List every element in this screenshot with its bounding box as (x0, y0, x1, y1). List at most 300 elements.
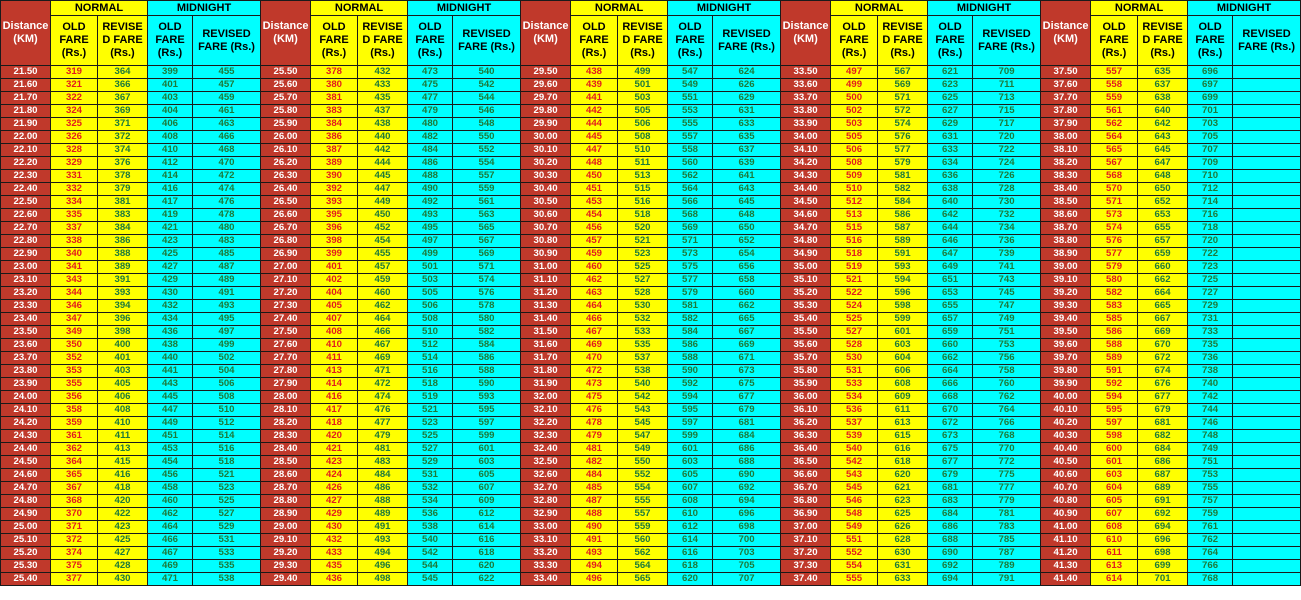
old-fare-normal-header: OLD FARE (Rs.) (831, 16, 878, 66)
distance-cell: 25.00 (1, 521, 51, 534)
old-fare-normal-cell: 420 (311, 430, 358, 443)
old-fare-normal-cell: 490 (571, 521, 618, 534)
distance-cell: 33.80 (781, 105, 831, 118)
distance-cell: 37.70 (1041, 92, 1091, 105)
revised-fare-normal-cell: 577 (878, 144, 928, 157)
revised-fare-midnight-cell: 766 (973, 417, 1041, 430)
revised-fare-normal-cell: 469 (358, 352, 408, 365)
revised-fare-normal-cell: 483 (358, 456, 408, 469)
old-fare-midnight-cell: 696 (1188, 66, 1233, 79)
revised-fare-normal-cell: 621 (878, 482, 928, 495)
revised-fare-midnight-cell (1233, 521, 1301, 534)
old-fare-normal-cell: 362 (51, 443, 98, 456)
distance-cell: 32.00 (521, 391, 571, 404)
old-fare-midnight-cell: 523 (408, 417, 453, 430)
revised-fare-midnight-cell: 768 (973, 430, 1041, 443)
old-fare-normal-cell: 418 (311, 417, 358, 430)
revised-fare-normal-cell: 687 (1138, 469, 1188, 482)
revised-fare-normal-cell: 493 (358, 534, 408, 547)
revised-fare-midnight-cell: 730 (973, 196, 1041, 209)
old-fare-midnight-cell: 488 (408, 170, 453, 183)
distance-cell: 24.40 (1, 443, 51, 456)
old-fare-normal-cell: 448 (571, 157, 618, 170)
old-fare-midnight-cell: 477 (408, 92, 453, 105)
revised-fare-normal-cell: 378 (98, 170, 148, 183)
old-fare-normal-cell: 536 (831, 404, 878, 417)
revised-fare-normal-cell: 587 (878, 222, 928, 235)
old-fare-normal-header: OLD FARE (Rs.) (311, 16, 358, 66)
table-row (1, 66, 1301, 79)
distance-cell: 39.50 (1041, 326, 1091, 339)
revised-fare-midnight-cell: 571 (453, 261, 521, 274)
revised-fare-midnight-cell: 694 (713, 495, 781, 508)
revised-fare-normal-cell: 665 (1138, 300, 1188, 313)
old-fare-normal-cell: 519 (831, 261, 878, 274)
distance-cell: 28.00 (261, 391, 311, 404)
revised-fare-midnight-cell (1233, 482, 1301, 495)
revised-fare-normal-cell: 430 (98, 573, 148, 586)
old-fare-midnight-cell: 521 (408, 404, 453, 417)
distance-cell: 22.10 (1, 144, 51, 157)
distance-cell: 36.50 (781, 456, 831, 469)
old-fare-normal-cell: 479 (571, 430, 618, 443)
distance-cell: 21.70 (1, 92, 51, 105)
distance-cell: 35.10 (781, 274, 831, 287)
revised-fare-normal-cell: 593 (878, 261, 928, 274)
revised-fare-midnight-cell: 684 (713, 430, 781, 443)
revised-fare-midnight-cell: 563 (453, 209, 521, 222)
distance-cell: 37.60 (1041, 79, 1091, 92)
revised-fare-normal-cell: 601 (878, 326, 928, 339)
distance-cell: 35.40 (781, 313, 831, 326)
revised-fare-normal-cell: 422 (98, 508, 148, 521)
revised-fare-normal-cell: 554 (618, 482, 668, 495)
revised-fare-normal-cell: 581 (878, 170, 928, 183)
revised-fare-normal-cell: 574 (878, 118, 928, 131)
distance-cell: 27.50 (261, 326, 311, 339)
old-fare-normal-cell: 453 (571, 196, 618, 209)
old-fare-normal-cell: 571 (1091, 196, 1138, 209)
old-fare-normal-cell: 421 (311, 443, 358, 456)
old-fare-midnight-cell: 518 (408, 378, 453, 391)
revised-fare-midnight-cell: 624 (713, 66, 781, 79)
revised-fare-midnight-cell: 535 (193, 560, 261, 573)
old-fare-normal-cell: 497 (831, 66, 878, 79)
revised-fare-normal-cell: 672 (1138, 352, 1188, 365)
old-fare-midnight-cell: 677 (928, 456, 973, 469)
revised-fare-midnight-cell: 660 (713, 287, 781, 300)
revised-fare-midnight-header: REVISED FARE (Rs.) (1233, 16, 1301, 66)
revised-fare-midnight-cell (1233, 209, 1301, 222)
old-fare-midnight-cell: 712 (1188, 183, 1233, 196)
revised-fare-midnight-cell: 548 (453, 118, 521, 131)
old-fare-normal-cell: 594 (1091, 391, 1138, 404)
old-fare-midnight-cell: 566 (668, 196, 713, 209)
revised-fare-midnight-cell: 637 (713, 144, 781, 157)
distance-cell: 34.90 (781, 248, 831, 261)
table-row (1, 287, 1301, 300)
revised-fare-midnight-cell: 772 (973, 456, 1041, 469)
revised-fare-midnight-cell: 631 (713, 105, 781, 118)
revised-fare-normal-cell: 444 (358, 157, 408, 170)
revised-fare-normal-cell: 542 (618, 391, 668, 404)
old-fare-midnight-cell: 594 (668, 391, 713, 404)
old-fare-normal-cell: 361 (51, 430, 98, 443)
revised-fare-midnight-cell: 675 (713, 378, 781, 391)
old-fare-normal-cell: 454 (571, 209, 618, 222)
old-fare-midnight-cell: 727 (1188, 287, 1233, 300)
old-fare-midnight-cell: 714 (1188, 196, 1233, 209)
old-fare-normal-cell: 611 (1091, 547, 1138, 560)
revised-fare-normal-cell: 628 (878, 534, 928, 547)
old-fare-midnight-cell: 416 (148, 183, 193, 196)
old-fare-normal-cell: 399 (311, 248, 358, 261)
table-row (1, 573, 1301, 586)
revised-fare-normal-cell: 494 (358, 547, 408, 560)
revised-fare-midnight-cell (1233, 417, 1301, 430)
revised-fare-midnight-cell: 732 (973, 209, 1041, 222)
table-row (1, 482, 1301, 495)
distance-cell: 35.60 (781, 339, 831, 352)
normal-header: NORMAL (831, 1, 928, 16)
distance-cell: 22.20 (1, 157, 51, 170)
old-fare-normal-cell: 484 (571, 469, 618, 482)
revised-fare-midnight-cell: 499 (193, 339, 261, 352)
distance-cell: 24.90 (1, 508, 51, 521)
distance-cell: 41.40 (1041, 573, 1091, 586)
revised-fare-midnight-cell (1233, 66, 1301, 79)
revised-fare-normal-cell: 379 (98, 183, 148, 196)
revised-fare-normal-cell: 454 (358, 235, 408, 248)
revised-fare-midnight-cell: 724 (973, 157, 1041, 170)
table-row (1, 274, 1301, 287)
revised-fare-midnight-cell: 586 (453, 352, 521, 365)
old-fare-midnight-cell: 621 (928, 66, 973, 79)
distance-cell: 25.20 (1, 547, 51, 560)
distance-cell: 27.30 (261, 300, 311, 313)
revised-fare-normal-cell: 620 (878, 469, 928, 482)
revised-fare-midnight-cell: 578 (453, 300, 521, 313)
revised-fare-normal-cell: 637 (1138, 79, 1188, 92)
old-fare-normal-cell: 548 (831, 508, 878, 521)
old-fare-normal-cell: 466 (571, 313, 618, 326)
revised-fare-normal-cell: 521 (618, 235, 668, 248)
old-fare-midnight-cell: 429 (148, 274, 193, 287)
revised-fare-normal-cell: 537 (618, 352, 668, 365)
old-fare-midnight-cell: 764 (1188, 547, 1233, 560)
old-fare-midnight-cell: 473 (408, 66, 453, 79)
old-fare-midnight-cell: 493 (408, 209, 453, 222)
distance-cell: 37.30 (781, 560, 831, 573)
revised-fare-midnight-cell: 512 (193, 417, 261, 430)
revised-fare-normal-cell: 515 (618, 183, 668, 196)
revised-fare-normal-cell: 615 (878, 430, 928, 443)
old-fare-midnight-cell: 514 (408, 352, 453, 365)
revised-fare-midnight-cell (1233, 495, 1301, 508)
table-row (1, 183, 1301, 196)
distance-cell: 22.40 (1, 183, 51, 196)
old-fare-normal-cell: 496 (571, 573, 618, 586)
revised-fare-normal-cell: 396 (98, 313, 148, 326)
old-fare-midnight-cell: 506 (408, 300, 453, 313)
revised-fare-midnight-cell: 552 (453, 144, 521, 157)
old-fare-normal-cell: 411 (311, 352, 358, 365)
old-fare-midnight-cell: 673 (928, 430, 973, 443)
old-fare-midnight-cell: 454 (148, 456, 193, 469)
old-fare-midnight-cell: 655 (928, 300, 973, 313)
old-fare-midnight-cell: 757 (1188, 495, 1233, 508)
distance-cell: 24.80 (1, 495, 51, 508)
distance-cell: 33.10 (521, 534, 571, 547)
revised-fare-midnight-cell: 508 (193, 391, 261, 404)
old-fare-midnight-cell: 479 (408, 105, 453, 118)
old-fare-normal-cell: 395 (311, 209, 358, 222)
revised-fare-normal-cell: 401 (98, 352, 148, 365)
old-fare-normal-cell: 423 (311, 456, 358, 469)
revised-fare-normal-cell: 527 (618, 274, 668, 287)
old-fare-normal-cell: 601 (1091, 456, 1138, 469)
old-fare-midnight-cell: 564 (668, 183, 713, 196)
distance-cell: 30.70 (521, 222, 571, 235)
old-fare-normal-cell: 386 (311, 131, 358, 144)
revised-fare-normal-cell: 403 (98, 365, 148, 378)
revised-fare-midnight-cell: 715 (973, 105, 1041, 118)
revised-fare-normal-cell: 609 (878, 391, 928, 404)
distance-cell: 26.50 (261, 196, 311, 209)
old-fare-normal-cell: 365 (51, 469, 98, 482)
revised-fare-midnight-cell: 544 (453, 92, 521, 105)
revised-fare-normal-cell: 657 (1138, 235, 1188, 248)
old-fare-normal-cell: 485 (571, 482, 618, 495)
distance-cell: 22.70 (1, 222, 51, 235)
revised-fare-midnight-cell: 783 (973, 521, 1041, 534)
normal-header: NORMAL (51, 1, 148, 16)
old-fare-midnight-cell: 664 (928, 365, 973, 378)
old-fare-midnight-cell: 616 (668, 547, 713, 560)
distance-cell: 34.30 (781, 170, 831, 183)
old-fare-normal-cell: 577 (1091, 248, 1138, 261)
revised-fare-normal-cell: 508 (618, 131, 668, 144)
distance-cell: 33.70 (781, 92, 831, 105)
old-fare-midnight-cell: 573 (668, 248, 713, 261)
distance-cell: 31.50 (521, 326, 571, 339)
revised-fare-midnight-cell (1233, 456, 1301, 469)
old-fare-normal-cell: 383 (311, 105, 358, 118)
old-fare-normal-cell: 518 (831, 248, 878, 261)
table-row (1, 456, 1301, 469)
distance-cell: 30.90 (521, 248, 571, 261)
distance-cell: 29.40 (261, 573, 311, 586)
revised-fare-normal-cell: 549 (618, 443, 668, 456)
old-fare-midnight-cell: 709 (1188, 157, 1233, 170)
distance-cell: 34.60 (781, 209, 831, 222)
revised-fare-midnight-cell: 751 (973, 326, 1041, 339)
distance-cell: 31.40 (521, 313, 571, 326)
old-fare-normal-cell: 545 (831, 482, 878, 495)
distance-cell: 34.10 (781, 144, 831, 157)
distance-cell: 25.70 (261, 92, 311, 105)
revised-fare-normal-cell: 699 (1138, 560, 1188, 573)
revised-fare-normal-cell: 432 (358, 66, 408, 79)
old-fare-normal-cell: 436 (311, 573, 358, 586)
old-fare-normal-cell: 368 (51, 495, 98, 508)
old-fare-midnight-cell: 453 (148, 443, 193, 456)
old-fare-normal-cell: 460 (571, 261, 618, 274)
distance-cell: 32.80 (521, 495, 571, 508)
distance-cell: 31.10 (521, 274, 571, 287)
old-fare-normal-cell: 355 (51, 378, 98, 391)
old-fare-midnight-cell: 627 (928, 105, 973, 118)
revised-fare-midnight-cell: 734 (973, 222, 1041, 235)
distance-cell: 22.60 (1, 209, 51, 222)
revised-fare-midnight-cell (1233, 287, 1301, 300)
revised-fare-normal-cell: 410 (98, 417, 148, 430)
revised-fare-normal-cell: 372 (98, 131, 148, 144)
distance-cell: 37.50 (1041, 66, 1091, 79)
revised-fare-normal-cell: 596 (878, 287, 928, 300)
revised-fare-midnight-cell: 787 (973, 547, 1041, 560)
revised-fare-normal-cell: 579 (878, 157, 928, 170)
old-fare-normal-cell: 558 (1091, 79, 1138, 92)
revised-fare-midnight-cell: 487 (193, 261, 261, 274)
old-fare-midnight-cell: 532 (408, 482, 453, 495)
old-fare-midnight-cell: 497 (408, 235, 453, 248)
revised-fare-normal-cell: 440 (358, 131, 408, 144)
revised-fare-normal-cell: 400 (98, 339, 148, 352)
revised-fare-midnight-cell: 538 (193, 573, 261, 586)
revised-fare-normal-cell: 393 (98, 287, 148, 300)
old-fare-normal-cell: 579 (1091, 261, 1138, 274)
old-fare-normal-cell: 456 (571, 222, 618, 235)
old-fare-midnight-cell: 749 (1188, 443, 1233, 456)
revised-fare-midnight-cell: 791 (973, 573, 1041, 586)
revised-fare-normal-cell: 569 (878, 79, 928, 92)
revised-fare-normal-cell: 530 (618, 300, 668, 313)
revised-fare-midnight-cell: 736 (973, 235, 1041, 248)
old-fare-midnight-cell: 512 (408, 339, 453, 352)
distance-cell: 22.80 (1, 235, 51, 248)
distance-cell: 28.20 (261, 417, 311, 430)
distance-cell: 24.50 (1, 456, 51, 469)
old-fare-normal-cell: 430 (311, 521, 358, 534)
old-fare-midnight-cell: 399 (148, 66, 193, 79)
old-fare-normal-cell: 508 (831, 157, 878, 170)
revised-fare-normal-cell: 513 (618, 170, 668, 183)
distance-cell: 36.40 (781, 443, 831, 456)
revised-fare-midnight-cell (1233, 222, 1301, 235)
revised-fare-normal-header: REVISE D FARE (Rs.) (1138, 16, 1188, 66)
revised-fare-midnight-cell: 696 (713, 508, 781, 521)
revised-fare-midnight-cell: 652 (713, 235, 781, 248)
distance-cell: 25.60 (261, 79, 311, 92)
old-fare-normal-cell: 531 (831, 365, 878, 378)
old-fare-normal-cell: 407 (311, 313, 358, 326)
revised-fare-normal-header: REVISE D FARE (Rs.) (878, 16, 928, 66)
old-fare-normal-cell: 401 (311, 261, 358, 274)
revised-fare-midnight-cell: 698 (713, 521, 781, 534)
revised-fare-normal-cell: 420 (98, 495, 148, 508)
old-fare-normal-cell: 559 (1091, 92, 1138, 105)
revised-fare-midnight-cell: 720 (973, 131, 1041, 144)
old-fare-midnight-cell: 716 (1188, 209, 1233, 222)
old-fare-midnight-cell: 633 (928, 144, 973, 157)
revised-fare-normal-cell: 457 (358, 261, 408, 274)
old-fare-midnight-cell: 462 (148, 508, 193, 521)
distance-cell: 26.20 (261, 157, 311, 170)
revised-fare-midnight-cell: 525 (193, 495, 261, 508)
old-fare-normal-cell: 325 (51, 118, 98, 131)
distance-cell: 40.90 (1041, 508, 1091, 521)
distance-cell: 37.80 (1041, 105, 1091, 118)
distance-cell: 41.00 (1041, 521, 1091, 534)
old-fare-normal-cell: 413 (311, 365, 358, 378)
distance-cell: 29.60 (521, 79, 571, 92)
revised-fare-midnight-cell (1233, 404, 1301, 417)
old-fare-normal-cell: 367 (51, 482, 98, 495)
table-row (1, 261, 1301, 274)
revised-fare-midnight-cell: 599 (453, 430, 521, 443)
old-fare-midnight-cell: 460 (148, 495, 193, 508)
distance-cell: 26.70 (261, 222, 311, 235)
revised-fare-midnight-cell (1233, 443, 1301, 456)
old-fare-midnight-cell: 430 (148, 287, 193, 300)
distance-cell: 28.30 (261, 430, 311, 443)
distance-cell: 24.30 (1, 430, 51, 443)
old-fare-normal-cell: 568 (1091, 170, 1138, 183)
revised-fare-midnight-cell: 455 (193, 66, 261, 79)
revised-fare-normal-cell: 608 (878, 378, 928, 391)
revised-fare-midnight-cell: 459 (193, 92, 261, 105)
revised-fare-midnight-cell: 601 (453, 443, 521, 456)
old-fare-normal-cell: 338 (51, 235, 98, 248)
old-fare-midnight-cell: 519 (408, 391, 453, 404)
revised-fare-normal-cell: 638 (1138, 92, 1188, 105)
old-fare-normal-cell: 442 (571, 105, 618, 118)
old-fare-midnight-cell: 657 (928, 313, 973, 326)
old-fare-midnight-cell: 653 (928, 287, 973, 300)
old-fare-midnight-cell: 557 (668, 131, 713, 144)
old-fare-normal-cell: 470 (571, 352, 618, 365)
revised-fare-normal-cell: 449 (358, 196, 408, 209)
old-fare-normal-cell: 539 (831, 430, 878, 443)
distance-cell: 25.10 (1, 534, 51, 547)
old-fare-normal-cell: 321 (51, 79, 98, 92)
old-fare-normal-cell: 605 (1091, 495, 1138, 508)
revised-fare-midnight-cell: 550 (453, 131, 521, 144)
revised-fare-midnight-cell: 692 (713, 482, 781, 495)
old-fare-normal-cell: 408 (311, 326, 358, 339)
distance-cell: 30.60 (521, 209, 571, 222)
old-fare-normal-cell: 402 (311, 274, 358, 287)
distance-cell: 31.20 (521, 287, 571, 300)
revised-fare-normal-cell: 477 (358, 417, 408, 430)
distance-cell: 24.70 (1, 482, 51, 495)
revised-fare-midnight-header: REVISED FARE (Rs.) (193, 16, 261, 66)
distance-cell: 33.00 (521, 521, 571, 534)
old-fare-normal-cell: 512 (831, 196, 878, 209)
revised-fare-normal-cell: 560 (618, 534, 668, 547)
distance-cell: 32.30 (521, 430, 571, 443)
old-fare-normal-cell: 478 (571, 417, 618, 430)
revised-fare-normal-cell: 694 (1138, 521, 1188, 534)
revised-fare-normal-cell: 364 (98, 66, 148, 79)
old-fare-midnight-cell: 404 (148, 105, 193, 118)
old-fare-midnight-cell: 544 (408, 560, 453, 573)
old-fare-normal-cell: 380 (311, 79, 358, 92)
old-fare-normal-cell: 614 (1091, 573, 1138, 586)
old-fare-normal-cell: 374 (51, 547, 98, 560)
revised-fare-normal-cell: 369 (98, 105, 148, 118)
